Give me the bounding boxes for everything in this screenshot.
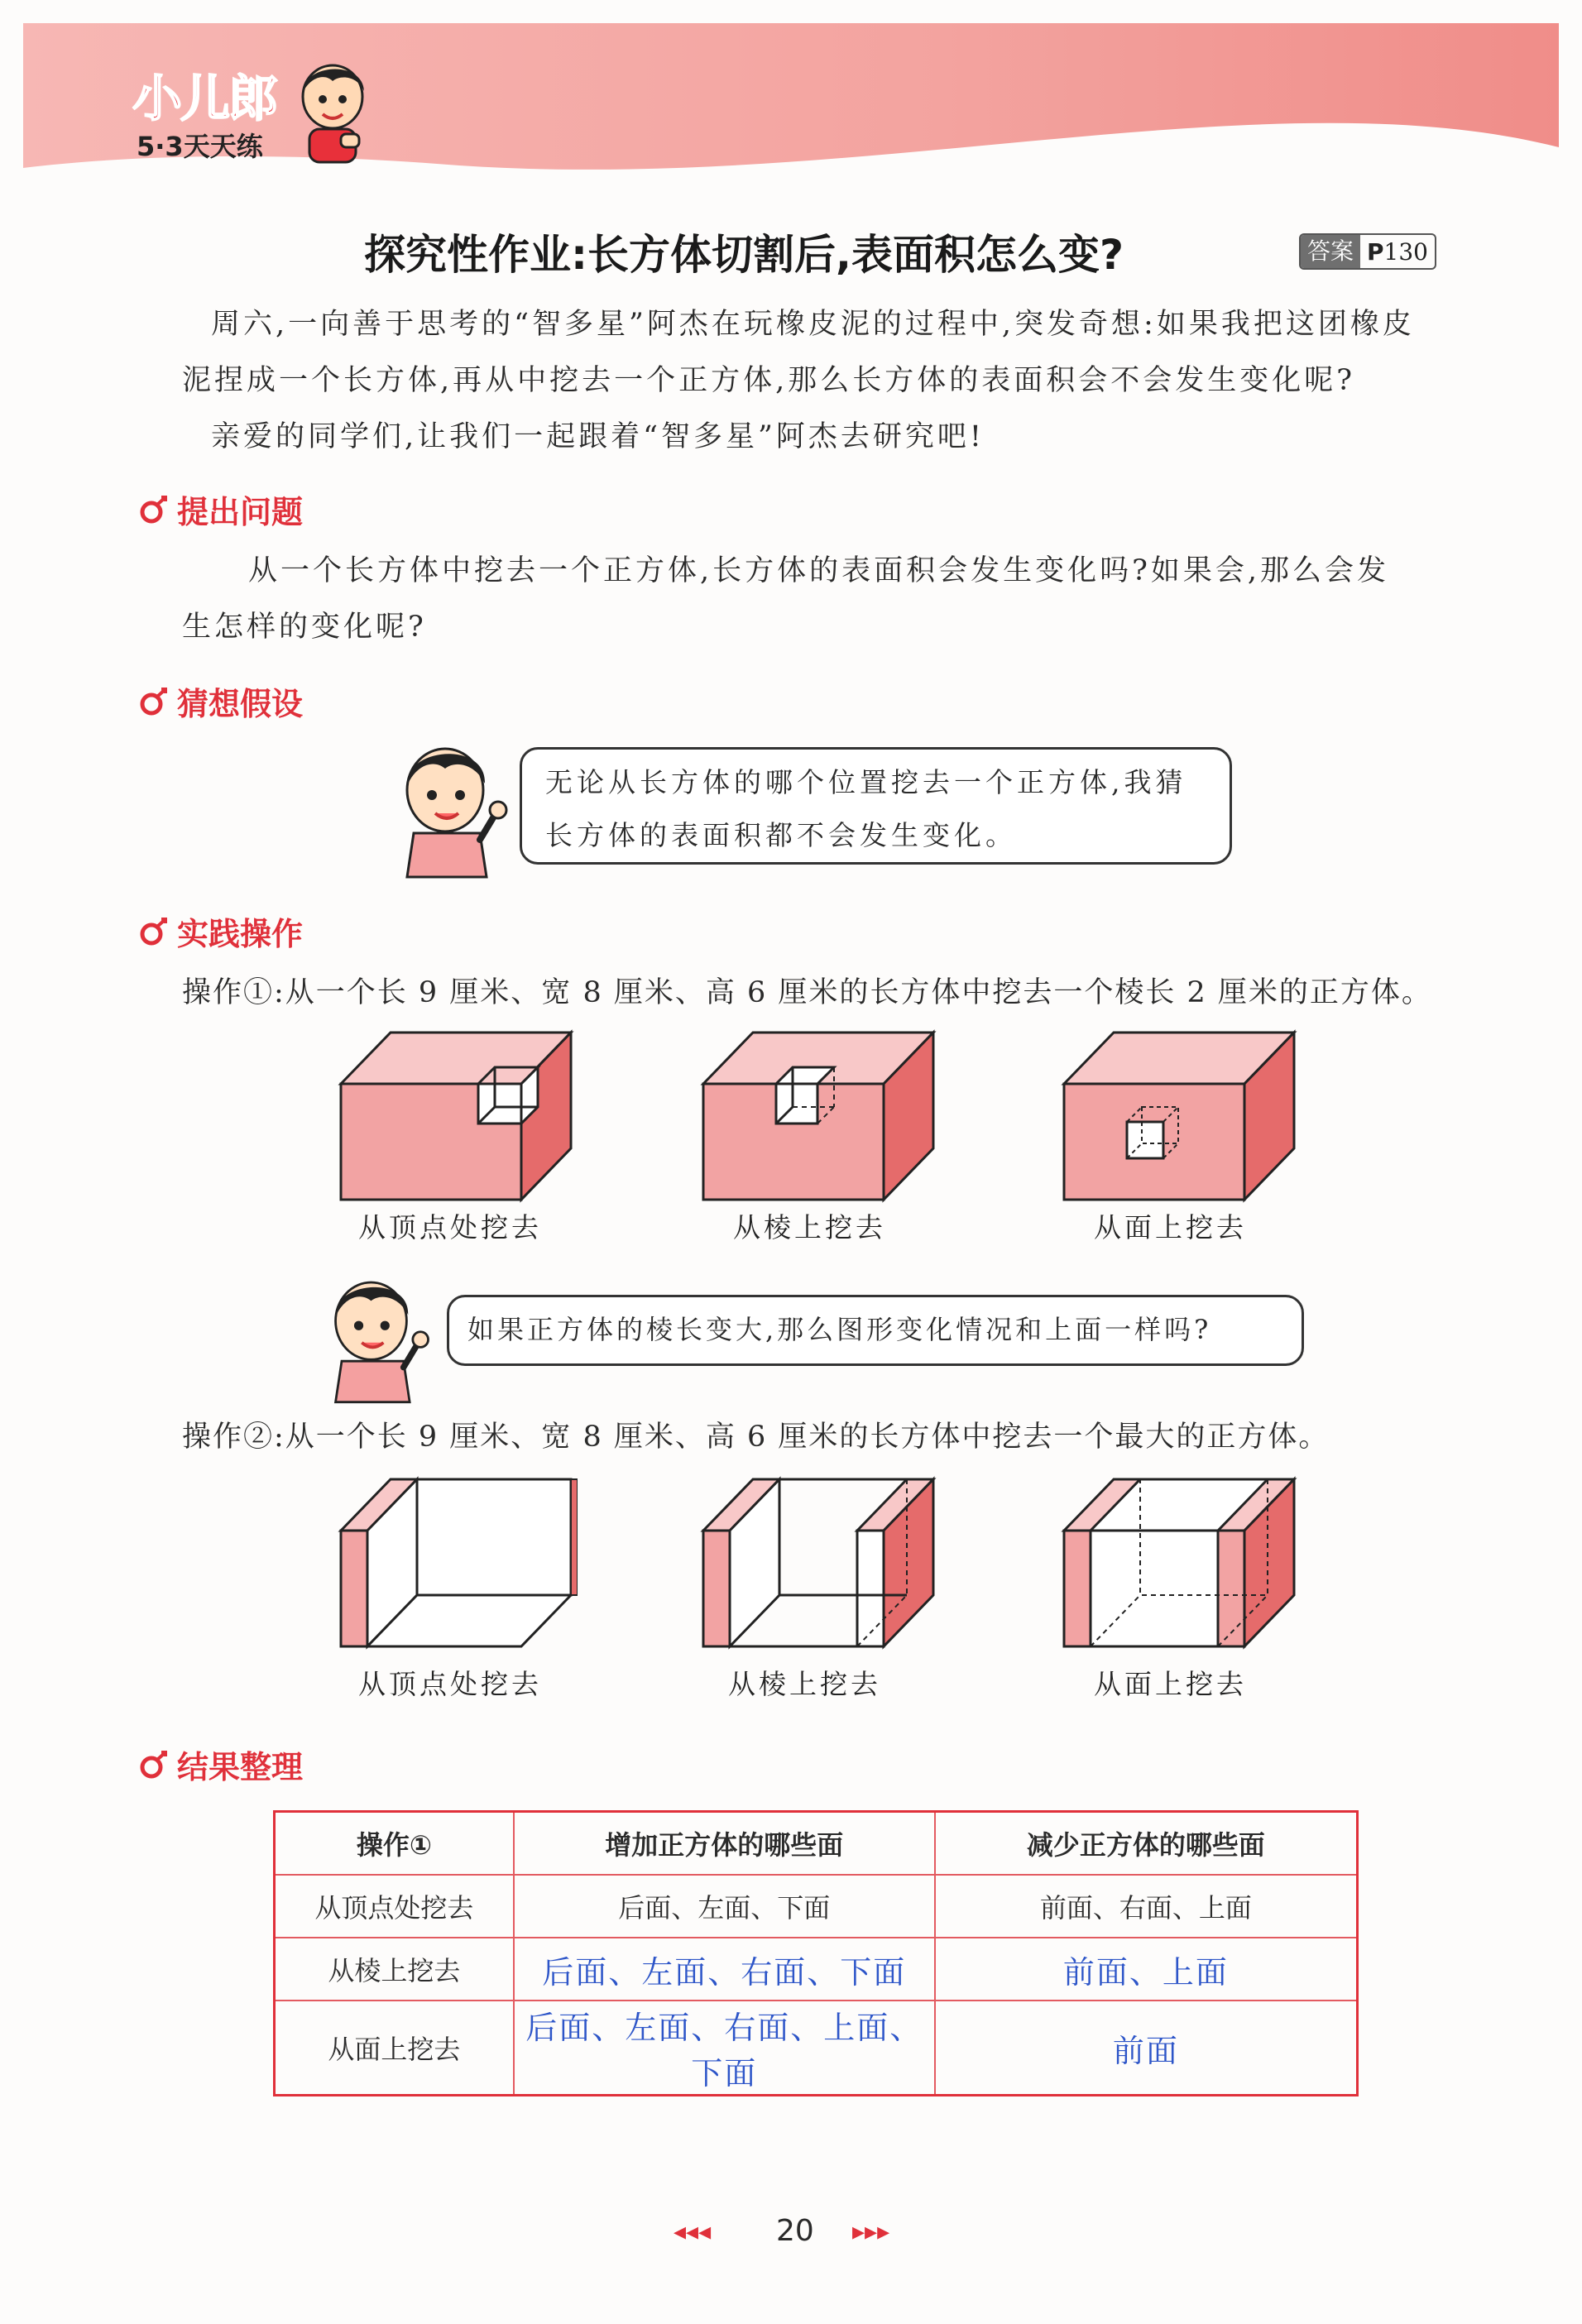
question-speech-bubble: 如果正方体的棱长变大,那么图形变化情况和上面一样吗? xyxy=(447,1295,1304,1366)
table-cell-operation: 从棱上挖去 xyxy=(275,1938,514,2001)
next-page-arrows-icon[interactable]: ▸▸▸ xyxy=(852,2217,890,2246)
operation-2-text: 操作②:从一个长 9 厘米、宽 8 厘米、高 6 厘米的长方体中挖去一个最大的正方体。 xyxy=(182,1421,1330,1454)
table-cell-removed: 前面、右面、上面 xyxy=(935,1875,1358,1938)
intro-line-2: 泥捏成一个长方体,再从中挖去一个正方体,那么长方体的表面积会不会发生变化呢? xyxy=(182,364,1356,397)
page-number: 20 xyxy=(776,2214,814,2248)
table-row xyxy=(275,1938,1358,2001)
intro-line-1: 周六,一向善于思考的“智多星”阿杰在玩橡皮泥的过程中,突发奇想:如果我把这团橡皮 xyxy=(211,308,1415,341)
page-title: 探究性作业:长方体切割后,表面积怎么变? xyxy=(364,231,1124,279)
box-cut-face-diagram xyxy=(1061,1026,1301,1208)
section-bullet-icon xyxy=(139,1750,169,1780)
table-cell-operation: 从顶点处挖去 xyxy=(275,1875,514,1938)
section-heading-hypothesis: 猜想假设 xyxy=(139,678,303,724)
logo-title: 小儿郎 xyxy=(132,70,276,128)
box-large-cut-corner-diagram xyxy=(338,1473,578,1655)
boy-character-icon xyxy=(319,1274,434,1406)
section-bullet-icon xyxy=(139,687,169,716)
hypothesis-speech-bubble: 无论从长方体的哪个位置挖去一个正方体,我猜 长方体的表面积都不会发生变化。 xyxy=(520,747,1232,865)
table-cell-operation: 从面上挖去 xyxy=(275,2001,514,2096)
operation-1-text: 操作①:从一个长 9 厘米、宽 8 厘米、高 6 厘米的长方体中挖去一个棱长 2 厘米的正方体。 xyxy=(182,976,1432,1009)
intro-line-3: 亲爱的同学们,让我们一起跟着“智多星”阿杰去研究吧! xyxy=(211,420,985,453)
caption-op2-edge: 从棱上挖去 xyxy=(728,1668,881,1700)
table-cell-added: 后面、左面、下面 xyxy=(514,1875,935,1938)
boy-character-icon xyxy=(389,740,513,881)
question-line-1: 从一个长方体中挖去一个正方体,长方体的表面积会发生变化吗?如果会,那么会发 xyxy=(248,554,1390,587)
box-large-cut-edge-diagram xyxy=(700,1473,940,1655)
answer-reference xyxy=(1299,233,1436,270)
caption-op2-face: 从面上挖去 xyxy=(1094,1668,1247,1700)
section-bullet-icon xyxy=(139,495,169,525)
box-large-cut-face-diagram xyxy=(1061,1473,1301,1655)
section-bullet-icon xyxy=(139,917,169,946)
prev-page-arrows-icon[interactable]: ◂◂◂ xyxy=(674,2217,712,2246)
table-row xyxy=(275,1875,1358,1938)
table-cell-added-answer: 后面、左面、右面、上面、下面 xyxy=(514,2001,935,2096)
table-cell-added-answer: 后面、左面、右面、下面 xyxy=(514,1938,935,2001)
box-cut-edge-diagram xyxy=(700,1026,940,1208)
caption-op1-corner: 从顶点处挖去 xyxy=(358,1211,542,1243)
mascot-icon xyxy=(291,60,374,167)
table-cell-removed-answer: 前面 xyxy=(935,2001,1358,2096)
caption-op1-edge: 从棱上挖去 xyxy=(733,1211,886,1243)
caption-op2-corner: 从顶点处挖去 xyxy=(358,1668,542,1700)
answer-label: 答案 xyxy=(1301,235,1360,268)
results-table xyxy=(273,1810,1359,2096)
table-row xyxy=(275,2001,1358,2096)
caption-op1-face: 从面上挖去 xyxy=(1094,1211,1247,1243)
table-header-cell: 减少正方体的哪些面 xyxy=(935,1812,1358,1876)
question-line-2: 生怎样的变化呢? xyxy=(182,611,427,644)
table-header-cell: 操作① xyxy=(275,1812,514,1876)
section-heading-practice: 实践操作 xyxy=(139,908,303,954)
section-heading-question: 提出问题 xyxy=(139,486,303,532)
box-cut-corner-diagram xyxy=(338,1026,578,1208)
table-header-cell: 增加正方体的哪些面 xyxy=(514,1812,935,1876)
table-header-row xyxy=(275,1812,1358,1876)
answer-page: P130 xyxy=(1367,237,1428,266)
table-cell-removed-answer: 前面、上面 xyxy=(935,1938,1358,2001)
section-heading-results: 结果整理 xyxy=(139,1742,303,1787)
logo-subtitle: 5·3天天练 xyxy=(137,131,263,162)
